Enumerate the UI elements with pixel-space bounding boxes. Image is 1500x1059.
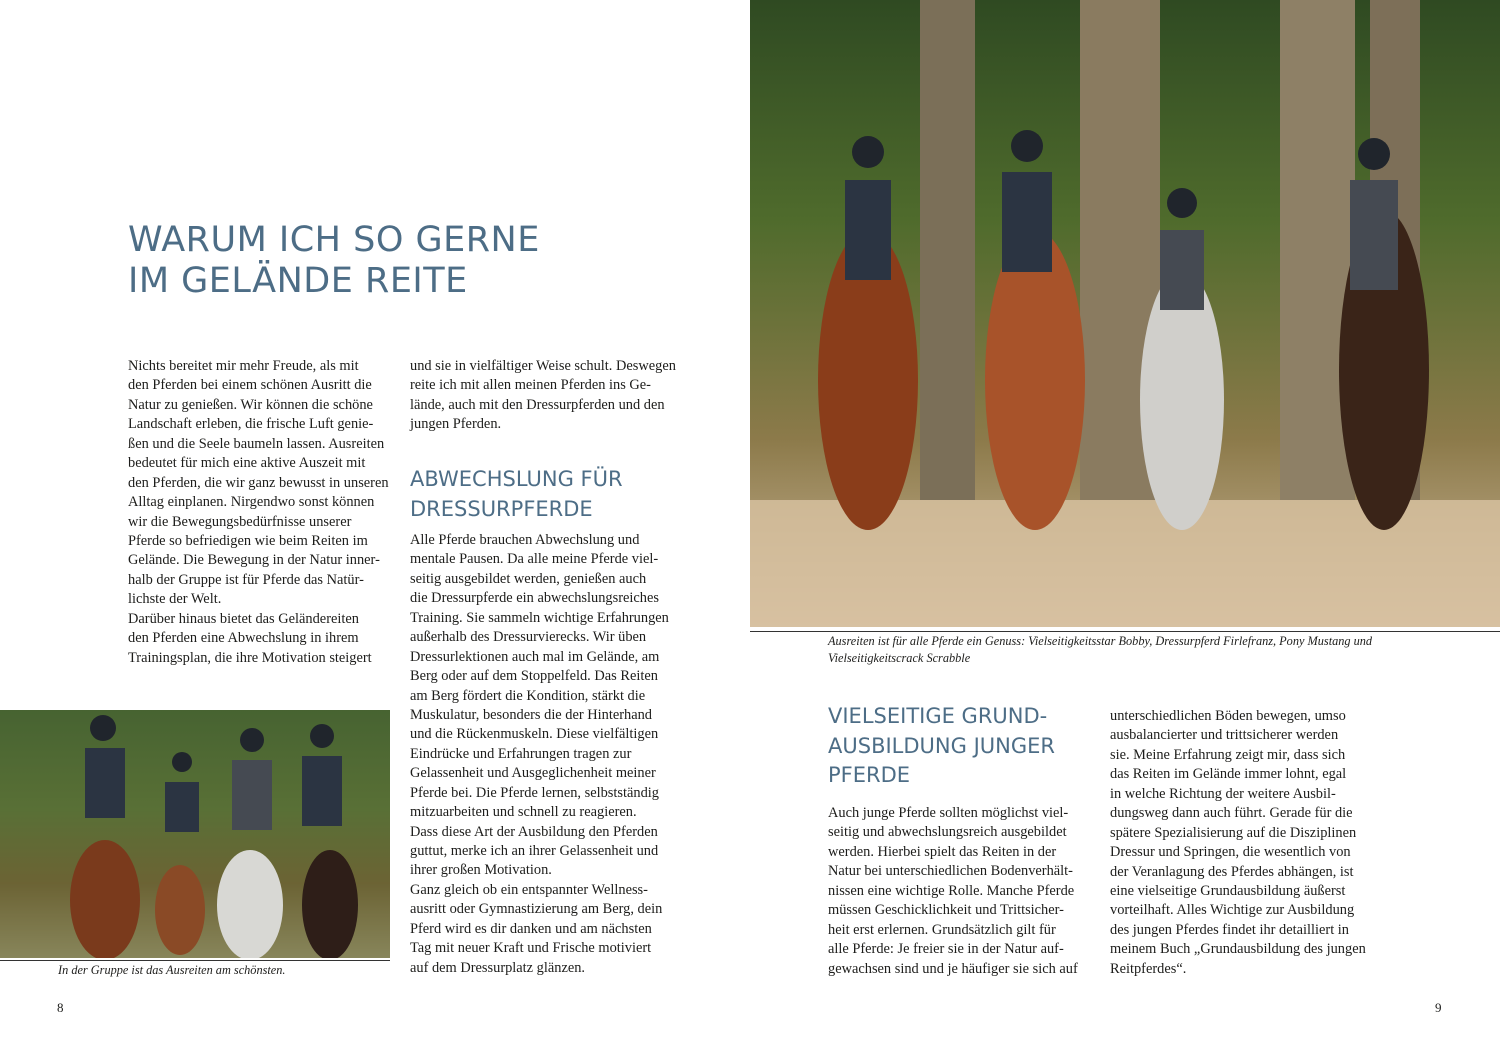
text-line: der Veranlagung des Pferdes abhängen, ist (1110, 863, 1354, 880)
caption-line: Vielseitigkeitscrack Scrabble (828, 651, 971, 665)
text-line: Muskulatur, besonders die der Hinterhand (410, 706, 653, 723)
text-line: Alle Pferde brauchen Abwechslung und (410, 532, 640, 548)
caption-rule (0, 960, 390, 961)
text-line: spätere Spezialisierung auf die Disziplinen (1110, 824, 1357, 841)
text-line: heit erst erlernen. Grundsätzlich gilt für (828, 921, 1056, 938)
text-line: guttut, merke ich an ihrer Gelassenheit und (410, 843, 659, 859)
text-line: dungsweg dann auch führt. Gerade für die (1110, 805, 1353, 822)
column-2-intro (410, 357, 676, 435)
text-line: meinem Buch „Grundausbildung des jungen (1110, 941, 1366, 958)
heading-line: DRESSURPFERDE (410, 496, 593, 521)
text-line: den Pferden bei einem schönen Ausritt die (128, 377, 372, 394)
text-line: gewachsen sind und je häufiger sie sich auf (828, 960, 1078, 977)
text-line: werden. Hierbei spielt das Reiten in der (828, 843, 1057, 860)
text-line: das Reiten im Gelände immer lohnt, egal (1110, 766, 1347, 783)
text-line: Gelände. Die Bewegung in der Natur inner- (128, 552, 380, 569)
heading-line: ABWECHSLUNG FÜR (410, 467, 623, 491)
text-line: Nichts bereitet mir mehr Freude, als mit (128, 358, 359, 374)
text-line: Auch junge Pferde sollten möglichst viel- (828, 805, 1069, 821)
text-line: und sie in vielfältiger Weise schult. Deswegen (410, 358, 676, 374)
text-line: die Dressurpferde ein abwechslungsreiches (410, 590, 659, 607)
text-line: reite ich mit allen meinen Pferden ins Ge- (410, 377, 651, 394)
text-line: Training. Sie sammeln wichtige Erfahrungen (410, 609, 669, 626)
heading-line: AUSBILDUNG JUNGER (828, 733, 1055, 758)
text-line: Dass diese Art der Ausbildung den Pferden (410, 823, 658, 840)
text-line: Pferde so befriedigen wie beim Reiten im (128, 532, 368, 549)
text-line: alle Pferde: Je freier sie in der Natur auf- (828, 941, 1064, 958)
text-line: des jungen Pferdes findet ihr detailliert in (1110, 921, 1349, 938)
text-line: mentale Pausen. Da alle meine Pferde viel- (410, 551, 659, 568)
text-line: Eindrücke und Erfahrungen tragen zur (410, 745, 632, 762)
text-line: auf dem Dressurplatz glänzen. (410, 959, 586, 976)
text-line: Berg oder auf dem Stoppelfeld. Das Reiten (410, 668, 658, 685)
column-3 (828, 804, 1078, 979)
text-line: ßen und die Seele baumeln lassen. Ausreiten (128, 435, 385, 452)
section-heading-grundausbildung (828, 702, 1055, 791)
caption-line: Ausreiten ist für alle Pferde ein Genuss: Vielseitigkeitsstar Bobby, Dressurpferd Firlefranz, Pony Mustang und (828, 634, 1373, 648)
text-line: außerhalb des Dressurvierecks. Wir üben (410, 629, 647, 646)
section-heading-dressurpferde (410, 465, 623, 524)
text-line: nissen eine wichtige Rolle. Manche Pferde (828, 882, 1075, 899)
page-title (128, 220, 540, 302)
text-line: Landschaft erleben, die frische Luft genie- (128, 416, 374, 433)
photo-caption: In der Gruppe ist das Ausreiten am schönsten. (58, 963, 286, 977)
heading-line: VIELSEITIGE GRUND- (828, 704, 1048, 728)
text-line: Pferde bei. Die Pferde lernen, selbstständig (410, 784, 659, 801)
text-line: jungen Pferden. (410, 416, 502, 433)
text-line: halb der Gruppe ist für Pferde das Natür- (128, 571, 364, 588)
column-2 (410, 531, 669, 978)
title-line: WARUM ICH SO GERNE (128, 220, 540, 260)
text-line: Dressurlektionen auch mal im Gelände, am (410, 648, 660, 665)
photo-caption (828, 633, 1372, 667)
text-line: lichste der Welt. (128, 591, 222, 608)
text-line: und die Rückenmuskeln. Diese vielfältigen (410, 726, 659, 743)
text-line: Pferd wird es dir danken und am nächsten (410, 920, 652, 937)
text-line: ausbalancierter und trittsicherer werden (1110, 727, 1339, 744)
page-number-right: 9 (1435, 1000, 1442, 1015)
text-line: unterschiedlichen Böden bewegen, umso (1110, 708, 1346, 724)
heading-line: PFERDE (828, 763, 911, 787)
group-ride-photo (0, 710, 390, 958)
text-line: den Pferden eine Abwechslung in ihrem (128, 630, 359, 647)
text-line: ausritt oder Gymnastizierung am Berg, dein (410, 901, 663, 918)
text-line: müssen Geschicklichkeit und Trittsicher- (828, 902, 1064, 919)
text-line: Tag mit neuer Kraft und Frische motiviert (410, 940, 652, 957)
riders-illustration (0, 710, 390, 958)
text-line: Darüber hinaus bietet das Geländereiten (128, 610, 359, 627)
text-line: Natur bei unterschiedlichen Bodenverhält- (828, 863, 1073, 880)
text-line: Ganz gleich ob ein entspannter Wellness- (410, 881, 648, 898)
text-line: lände, auch mit den Dressurpferden und den (410, 396, 665, 413)
text-line: eine vielseitige Grundausbildung äußerst (1110, 882, 1346, 899)
text-line: in welche Richtung der weitere Ausbil- (1110, 785, 1336, 802)
text-line: Trainingsplan, die ihre Motivation steigert (128, 649, 372, 666)
column-1 (128, 357, 389, 668)
page-number-left: 8 (57, 1000, 64, 1015)
text-line: seitig und abwechslungsreich ausgebildet (828, 824, 1067, 841)
forest-ride-photo (750, 0, 1500, 627)
caption-rule (750, 631, 1500, 632)
text-line: mitzuarbeiten und schnell zu reagieren. (410, 804, 637, 821)
text-line: den Pferden, die wir ganz bewusst in unseren (128, 474, 389, 491)
text-line: seitig ausgebildet werden, genießen auch (410, 570, 647, 587)
column-4 (1110, 707, 1366, 979)
text-line: Gelassenheit und Ausgeglichenheit meiner (410, 765, 656, 782)
text-line: bedeutet für mich eine aktive Auszeit mit (128, 455, 366, 472)
text-line: Alltag einplanen. Nirgendwo sonst können (128, 494, 375, 511)
text-line: Natur zu genießen. Wir können die schöne (128, 396, 373, 413)
text-line: Reitpferdes“. (1110, 960, 1187, 977)
text-line: vorteilhaft. Alles Wichtige zur Ausbildung (1110, 902, 1355, 919)
riders-illustration (750, 0, 1500, 627)
text-line: Dressur und Springen, die wesentlich von (1110, 844, 1351, 861)
title-line: IM GELÄNDE REITE (128, 261, 468, 301)
text-line: ihrer großen Motivation. (410, 862, 552, 879)
text-line: am Berg fördert die Kondition, stärkt die (410, 687, 646, 704)
text-line: sie. Meine Erfahrung zeigt mir, dass sich (1110, 746, 1346, 763)
text-line: wir die Bewegungsbedürfnisse unserer (128, 513, 352, 530)
